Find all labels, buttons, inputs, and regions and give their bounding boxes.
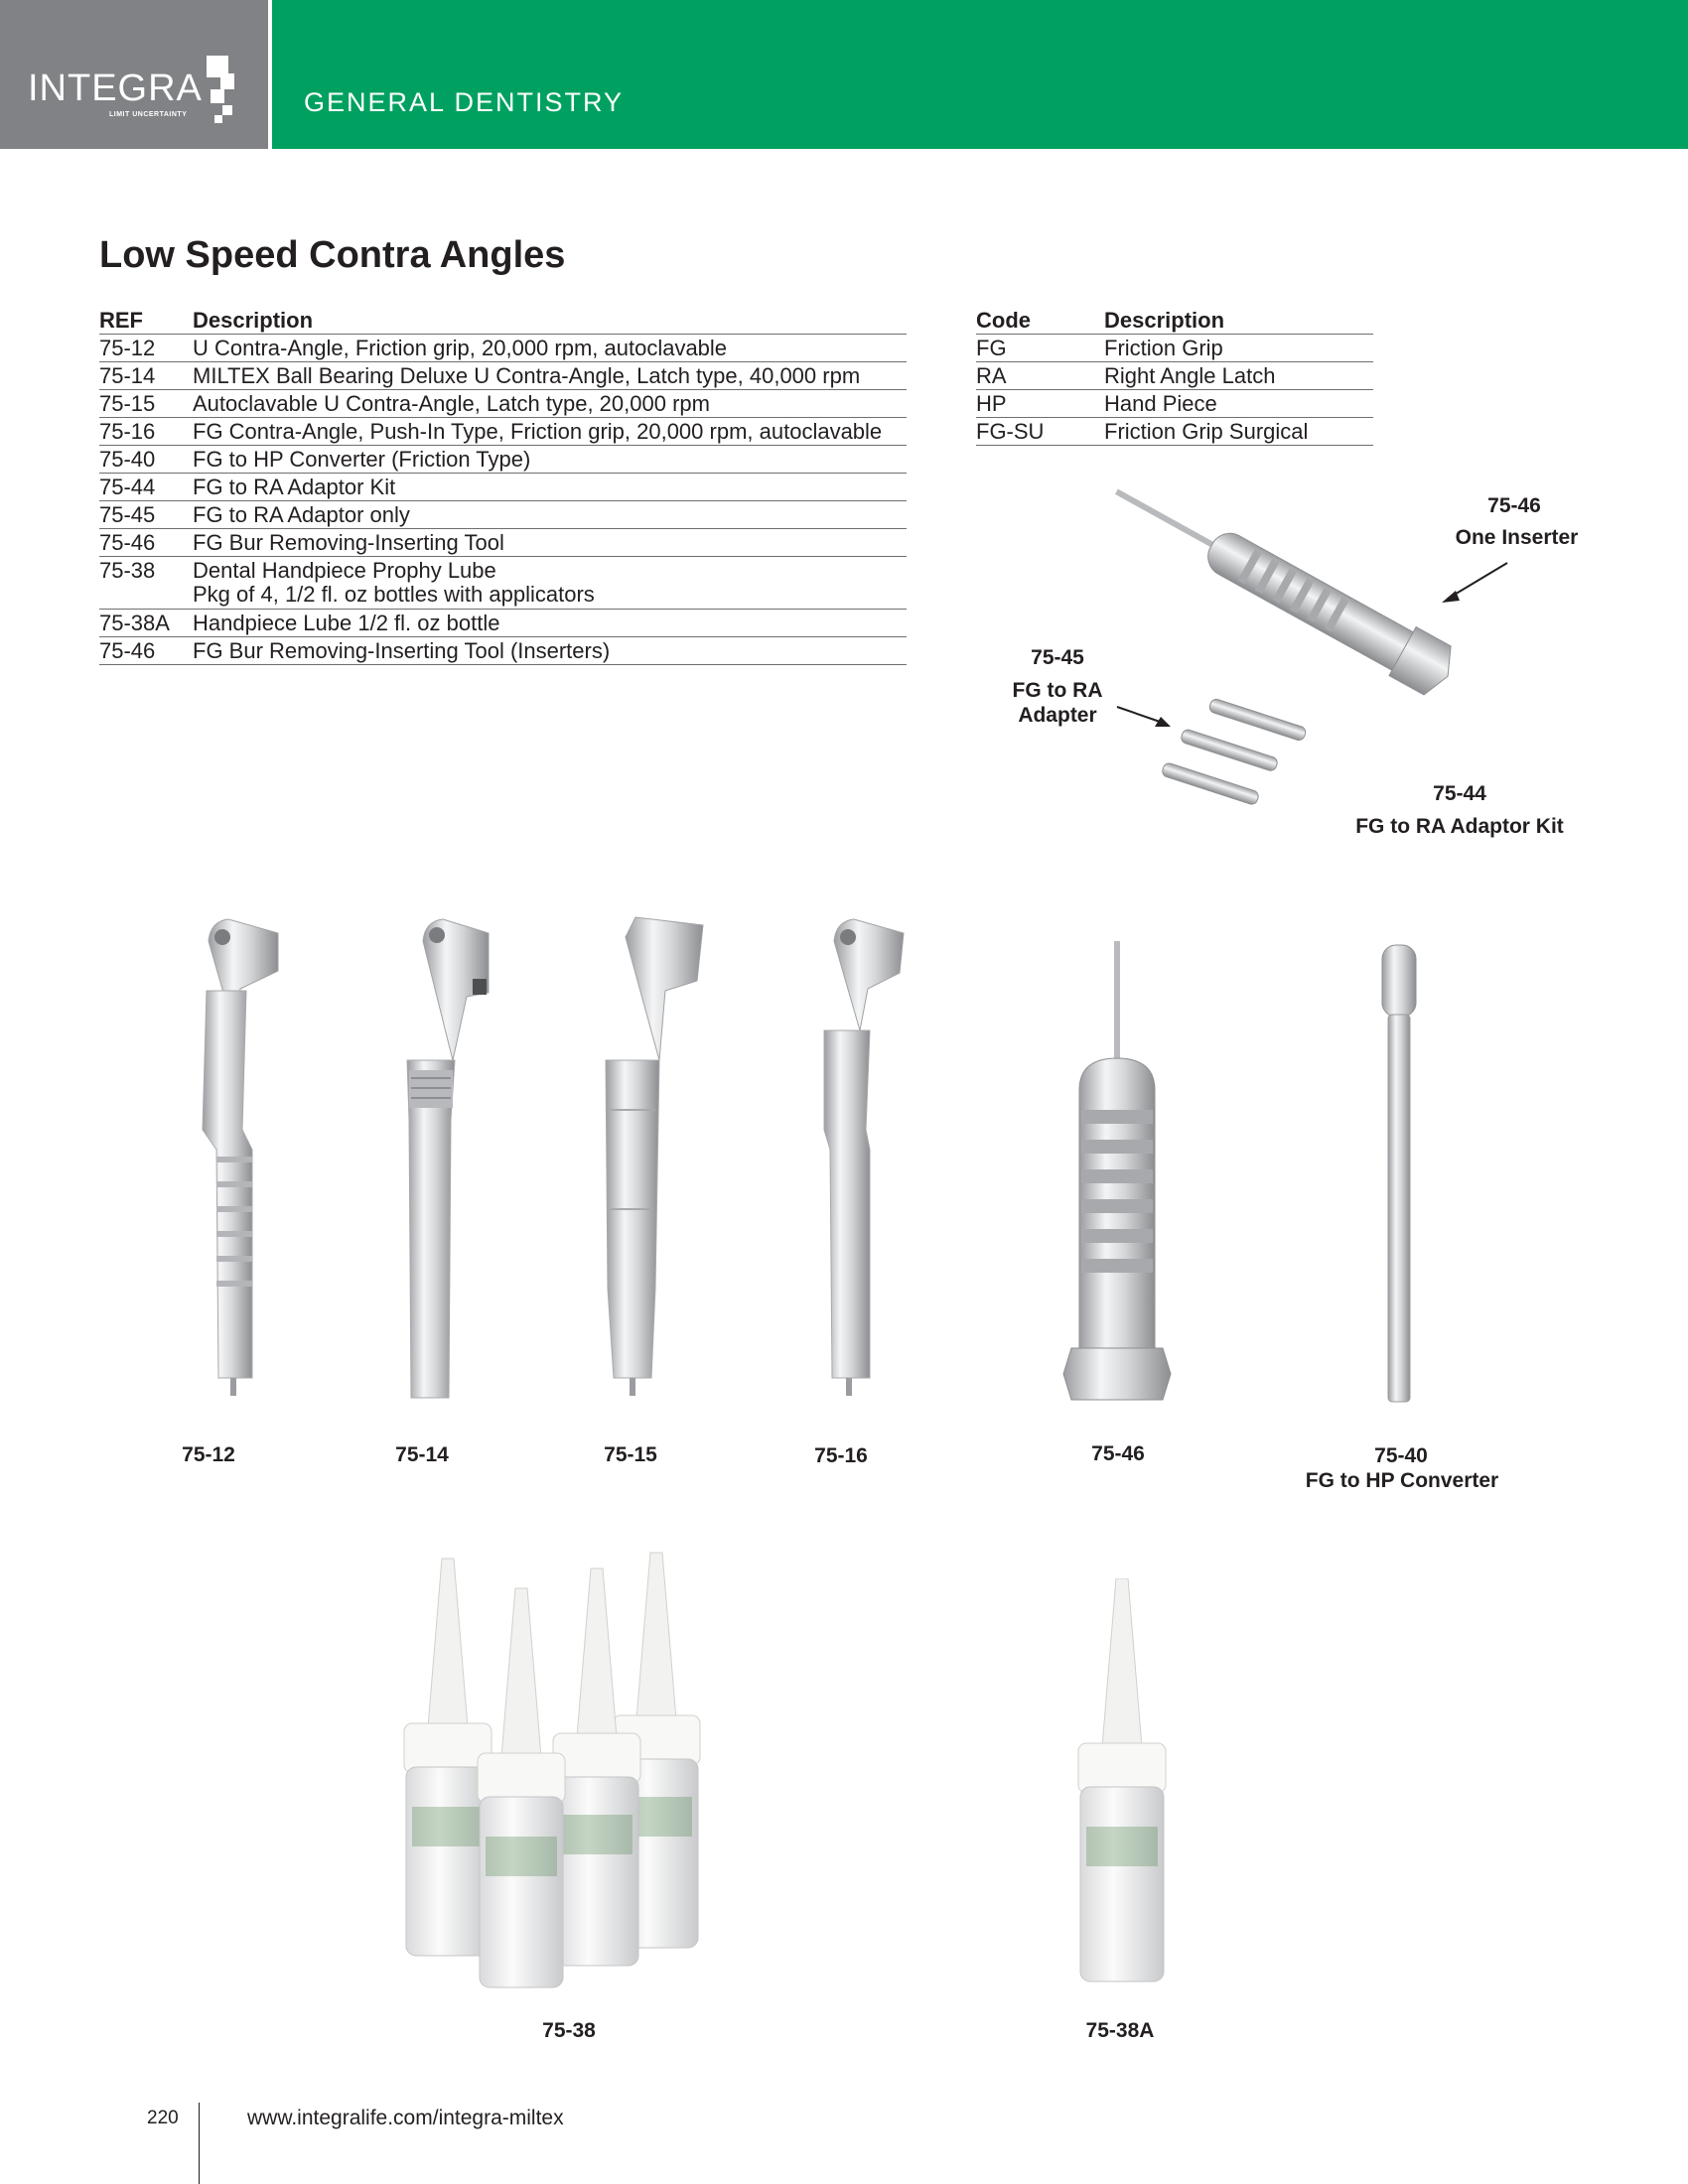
caption-75-14: 75-14 xyxy=(395,1443,449,1466)
converter-75-40-image xyxy=(1374,941,1424,1408)
caption-75-38: 75-38 xyxy=(542,2019,596,2042)
code-description-header: Description xyxy=(1104,307,1373,335)
description-cell: MILTEX Ball Bearing Deluxe U Contra-Angle, Latch type, 40,000 rpm xyxy=(193,362,907,390)
ref-cell: 75-16 xyxy=(99,418,193,446)
description-cell: FG to RA Adaptor Kit xyxy=(193,474,907,501)
ref-table-header xyxy=(99,307,907,335)
ref-cell: 75-15 xyxy=(99,390,193,418)
lube-bottle-75-38A-image xyxy=(1072,1578,1172,1985)
code-table xyxy=(976,307,1373,446)
table-row xyxy=(99,390,907,418)
caption-75-40-label: FG to HP Converter xyxy=(1305,1469,1499,1492)
table-row xyxy=(99,446,907,474)
adapter-label-caption: FG to RA xyxy=(1012,679,1103,702)
description-cell xyxy=(193,557,907,610)
table-row xyxy=(99,474,907,501)
ref-table xyxy=(99,307,907,665)
ref-cell: 75-38A xyxy=(99,610,193,637)
caption-75-15: 75-15 xyxy=(604,1443,657,1466)
code-cell: FG xyxy=(976,335,1104,362)
description-cell: FG Bur Removing-Inserting Tool xyxy=(193,529,907,557)
table-row xyxy=(99,362,907,390)
contra-angle-75-16-image xyxy=(794,911,923,1408)
ref-cell: 75-44 xyxy=(99,474,193,501)
caption-75-16: 75-16 xyxy=(814,1444,868,1467)
logo-wordmark: INTEGRA xyxy=(28,68,203,109)
kit-ref-caption: 75-44 xyxy=(1433,782,1486,805)
page-title: Low Speed Contra Angles xyxy=(99,234,566,276)
footer-url: www.integralife.com/integra-miltex xyxy=(247,2107,564,2129)
header-logo-panel xyxy=(0,0,268,149)
description-cell: U Contra-Angle, Friction grip, 20,000 rpm, autoclavable xyxy=(193,335,907,362)
table-row xyxy=(99,335,907,362)
description-header: Description xyxy=(193,307,907,335)
table-row xyxy=(99,637,907,665)
table-row xyxy=(99,418,907,446)
code-table-header xyxy=(976,307,1373,335)
contra-angle-75-15-image xyxy=(586,911,715,1408)
caption-75-46: 75-46 xyxy=(1091,1442,1145,1465)
logo-tagline: LIMIT UNCERTAINTY xyxy=(109,111,188,118)
adapter-ref-caption: 75-45 xyxy=(1031,646,1084,669)
code-description-cell: Hand Piece xyxy=(1104,390,1373,418)
contra-angle-75-12-image xyxy=(169,911,298,1408)
code-description-cell: Right Angle Latch xyxy=(1104,362,1373,390)
ref-header: REF xyxy=(99,307,193,335)
header-band xyxy=(272,0,1688,149)
inserter-tool-75-46-image xyxy=(1057,941,1182,1403)
table-row xyxy=(976,362,1373,390)
footer-divider xyxy=(199,2103,200,2184)
description-line: Dental Handpiece Prophy Lube xyxy=(193,558,496,583)
ref-cell: 75-45 xyxy=(99,501,193,529)
inserter-ref-caption: 75-46 xyxy=(1487,494,1541,517)
description-cell: FG Contra-Angle, Push-In Type, Friction grip, 20,000 rpm, autoclavable xyxy=(193,418,907,446)
code-cell: RA xyxy=(976,362,1104,390)
page-number: 220 xyxy=(147,2108,179,2128)
section-title: GENERAL DENTISTRY xyxy=(304,87,625,117)
caption-75-40-ref: 75-40 xyxy=(1374,1444,1428,1467)
ref-cell: 75-40 xyxy=(99,446,193,474)
table-row xyxy=(99,529,907,557)
code-description-cell: Friction Grip Surgical xyxy=(1104,418,1373,446)
ref-cell: 75-38 xyxy=(99,557,193,610)
inserter-label-caption: One Inserter xyxy=(1455,526,1579,549)
adapter-label-caption-2: Adapter xyxy=(1018,704,1097,727)
description-cell: Autoclavable U Contra-Angle, Latch type, 20,000 rpm xyxy=(193,390,907,418)
description-cell: FG to RA Adaptor only xyxy=(193,501,907,529)
code-cell: FG-SU xyxy=(976,418,1104,446)
description-cell: FG to HP Converter (Friction Type) xyxy=(193,446,907,474)
kit-label-caption: FG to RA Adaptor Kit xyxy=(1355,815,1564,838)
description-cell: Handpiece Lube 1/2 fl. oz bottle xyxy=(193,610,907,637)
code-cell: HP xyxy=(976,390,1104,418)
code-header: Code xyxy=(976,307,1104,335)
table-row xyxy=(976,335,1373,362)
code-description-cell: Friction Grip xyxy=(1104,335,1373,362)
description-line: Pkg of 4, 1/2 fl. oz bottles with applicators xyxy=(193,582,595,607)
inserter-arrow-icon xyxy=(1440,561,1509,606)
contra-angle-75-14-image xyxy=(377,911,506,1408)
ref-cell: 75-14 xyxy=(99,362,193,390)
caption-75-12: 75-12 xyxy=(182,1443,235,1466)
table-row xyxy=(99,557,907,610)
integra-logo-icon xyxy=(199,56,238,129)
lube-bottles-75-38-image xyxy=(392,1549,750,1995)
adapter-pieces-image xyxy=(1152,675,1321,844)
ref-cell: 75-46 xyxy=(99,529,193,557)
table-row xyxy=(976,418,1373,446)
table-row xyxy=(99,610,907,637)
ref-cell: 75-12 xyxy=(99,335,193,362)
ref-cell: 75-46 xyxy=(99,637,193,665)
table-row xyxy=(976,390,1373,418)
table-row xyxy=(99,501,907,529)
description-cell: FG Bur Removing-Inserting Tool (Inserters) xyxy=(193,637,907,665)
caption-75-38A: 75-38A xyxy=(1085,2019,1155,2042)
